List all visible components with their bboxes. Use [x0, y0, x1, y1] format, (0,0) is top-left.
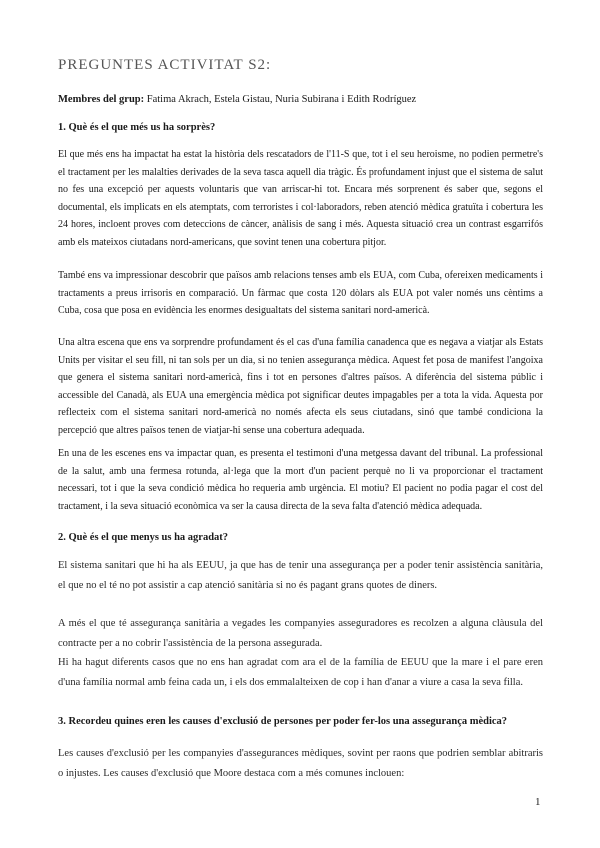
- answer-1-paragraph-3: Una altra escena que ens va sorprendre profundament és el cas d'una família canadenca que es negava a viatjar als Estats Units per visitar el seu fill, ni tan sols per un dia, si no tenien assegurança mèdica. Aquest fet posa de manifest l'angoixa que genera el sistema sanitari nord-americà, fins i tot en persones d'altres països. A diferència del sistema públic i accessible del Canadà, als EUA una emergència mèdica pot significar deutes impagables per a tota la vida. Aquesta por reflecteix com el sistema sanitari nord-americà no només afecta els seus ciutadans, sinó que també condiciona la percepció que altres països tenen de viatjar-hi sense una cobertura adequada.: [58, 337, 543, 436]
- members-label: Membres del grup:: [58, 94, 145, 105]
- answer-2-paragraph-2: A més el que té assegurança sanitària a vegades les companyies asseguradores es recolzen a alguna clàusula del contracte per a no cobrir l'assistència de la persona assegurada.: [58, 618, 543, 649]
- answer-1-paragraph-2: També ens va impressionar descobrir que països amb relacions tenses amb els EUA, com Cuba, ofereixen medicaments i tractaments a preus irrisoris en comparació. Un fàrmac que costa 120 dòlars als EUA pot valer només uns cèntims a Cuba, cosa que posa en evidència les enormes desigualtats del sistema sanitari nord-americà.: [58, 270, 543, 316]
- document-title: PREGUNTES ACTIVITAT S2:: [58, 57, 272, 73]
- answer-1-paragraph-1: El que més ens ha impactat ha estat la història dels rescatadors de l'11-S que, tot i el seu heroisme, no podien permetre's el tractament per les malalties derivades de la seva tasca aquell dia tràgic. És profundament injust que el sistema de salut no fes una excepció per aquests voluntaris que van arriscar-hi tot. Encara més sorprenent és saber que, segons el documental, els implicats en els atemptats, com terroristes i col·laboradors, reben atenció mèdica gratuïta i cobertura les 24 hores, incloent proves com deteccions de càncer, anàlisis de sang i més. Aquesta situació crea un contrast esgarrifós amb els mateixos ciutadans nord-americans, que sovint tenen una cobertura pitjor.: [58, 149, 543, 248]
- question-3-heading: 3. Recordeu quines eren les causes d'exclusió de persones per poder fer-los una assegurança mèdica?: [58, 716, 508, 727]
- answer-3-paragraph-1: Les causes d'exclusió per les companyies d'assegurances mèdiques, sovint per raons que podrien semblar abitraris o injustes. Les causes d'exclusió que Moore destaca com a més comunes inclouen:: [58, 748, 543, 779]
- answer-2-paragraph-3: Hi ha hagut diferents casos que no ens han agradat com ara el de la família de EEUU que la mare i el pare eren d'una família normal amb feina cada un, i els dos emmalalteixen de cop i han d'anar a viure a casa la seva filla.: [58, 657, 543, 688]
- answer-1-paragraph-4: En una de les escenes ens va impactar quan, es presenta el testimoni d'una metgessa davant del tribunal. La professional de la salut, amb una fermesa rotunda, al·lega que la mort d'un pacient perquè no li va proporcionar el tractament necessari, tot i que la seva condició mèdica ho requeria amb urgència. El motiu? El pacient no podia pagar el cost del tractament, i la seva situació econòmica va ser la causa directa de la seva falta d'atenció mèdica adequada.: [58, 448, 543, 512]
- page-number: 1: [535, 796, 541, 808]
- answer-2-paragraph-1: El sistema sanitari que hi ha als EEUU, ja que has de tenir una assegurança per a poder tenir assistència sanitària, el que no el té no pot assistir a cap atenció sanitària si no és pagant grans quotes de diners.: [58, 560, 543, 591]
- group-members: [58, 93, 548, 107]
- question-2-heading: 2. Què és el que menys us ha agradat?: [58, 532, 229, 543]
- question-1-heading: 1. Què és el que més us ha sorprès?: [58, 122, 216, 133]
- members-names: Fatima Akrach, Estela Gistau, Nuria Subirana i Edith Rodríguez: [146, 94, 417, 105]
